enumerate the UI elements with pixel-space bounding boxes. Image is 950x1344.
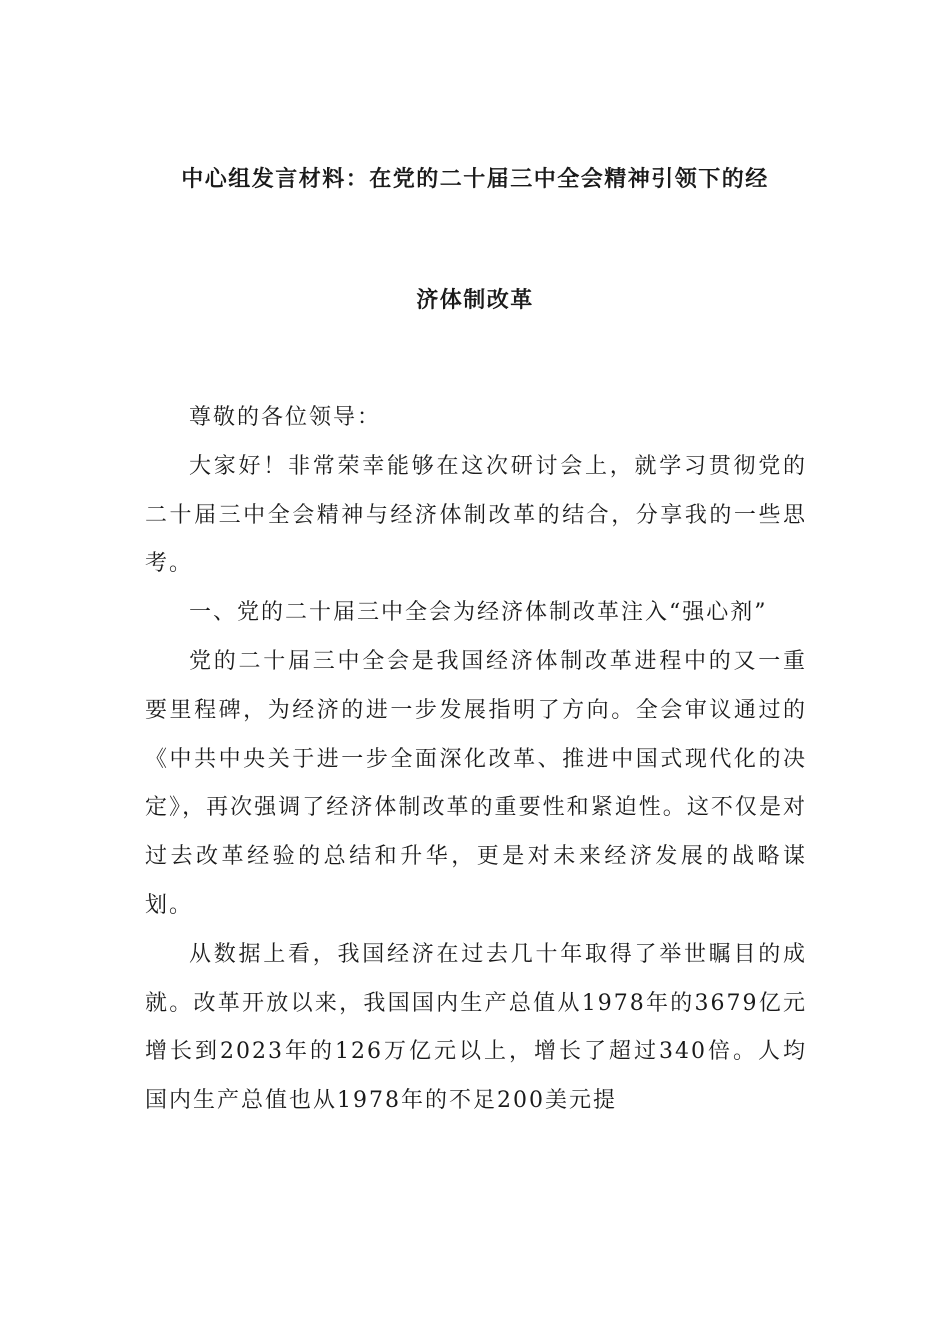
document-title-line-2: 济体制改革 [416,288,534,313]
greeting-paragraph: 大家好！非常荣幸能够在这次研讨会上，就学习贯彻党的二十届三中全会精神与经济体制改革的结合，分享我的一些思考。 [145,453,807,577]
document-body [145,394,807,1126]
body-paragraph: 从数据上看，我国经济在过去几十年取得了举世瞩目的成就。改革开放以来，我国国内生产总值从1978年的3679亿元增长到2023年的126万亿元以上，增长了超过340倍。人均国内生产总值也从1978年的不足200美元提 [145,941,807,1114]
body-paragraph: 党的二十届三中全会是我国经济体制改革进程中的又一重要里程碑，为经济的进一步发展指明了方向。全会审议通过的《中共中央关于进一步全面深化改革、推进中国式现代化的决定》，再次强调了经济体制改革的重要性和紧迫性。这不仅是对过去改革经验的总结和升华，更是对未来经济发展的战略谋划。 [145,648,807,918]
document-title-line-1: 中心组发言材料：在党的二十届三中全会精神引领下的经 [181,167,769,192]
salutation-paragraph: 尊敬的各位领导： [189,405,382,430]
section-heading-1: 一、党的二十届三中全会为经济体制改革注入“强心剂” [189,600,768,626]
